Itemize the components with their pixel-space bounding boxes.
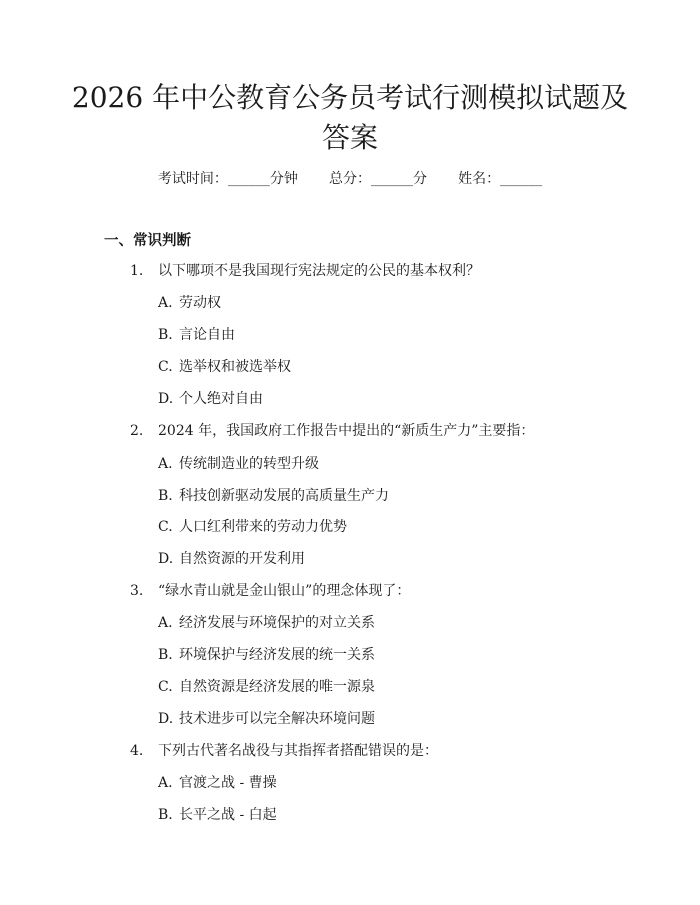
question-1 — [130, 260, 480, 280]
question-text: 2024 年，我国政府工作报告中提出的“新质生产力”主要指： — [158, 423, 535, 439]
option-text: 个人绝对自由 — [179, 391, 263, 407]
option-2c — [158, 516, 347, 536]
option-letter: A. — [158, 456, 173, 472]
option-text: 劳动权 — [179, 295, 221, 311]
total-score-field: 总分：______分 — [329, 171, 427, 187]
option-letter: A. — [158, 615, 173, 631]
option-letter: D. — [158, 551, 174, 567]
option-text: 官渡之战 - 曹操 — [179, 775, 277, 791]
option-4b — [158, 804, 277, 824]
option-1a — [158, 292, 221, 312]
question-text: “绿水青山就是金山银山”的理念体现了： — [158, 583, 411, 599]
exam-time-field: 考试时间：______分钟 — [157, 171, 298, 187]
option-text: 人口红利带来的劳动力优势 — [179, 519, 347, 535]
option-2d — [158, 548, 305, 568]
option-letter: B. — [158, 647, 173, 663]
question-number: 2. — [130, 423, 144, 439]
option-3c — [158, 676, 375, 696]
option-text: 选举权和被选举权 — [179, 359, 291, 375]
option-text: 自然资源是经济发展的唯一源泉 — [179, 679, 375, 695]
question-text: 以下哪项不是我国现行宪法规定的公民的基本权利？ — [158, 263, 480, 279]
option-text: 技术进步可以完全解决环境问题 — [179, 711, 375, 727]
option-text: 科技创新驱动发展的高质量生产力 — [179, 488, 389, 504]
option-text: 自然资源的开发利用 — [179, 551, 305, 567]
option-letter: C. — [158, 359, 173, 375]
option-2b — [158, 485, 389, 505]
option-1d — [158, 388, 263, 408]
name-field: 姓名：______ — [458, 171, 543, 187]
option-letter: A. — [158, 295, 173, 311]
option-1c — [158, 356, 291, 376]
option-letter: D. — [158, 711, 174, 727]
question-number: 4. — [130, 743, 144, 759]
question-text: 下列古代著名战役与其指挥者搭配错误的是： — [158, 743, 438, 759]
option-letter: B. — [158, 807, 173, 823]
option-text: 经济发展与环境保护的对立关系 — [179, 615, 375, 631]
question-4 — [130, 740, 438, 760]
option-letter: B. — [158, 488, 173, 504]
option-letter: A. — [158, 775, 173, 791]
option-text: 传统制造业的转型升级 — [179, 456, 319, 472]
document-title: 2026 年中公教育公务员考试行测模拟试题及答案 — [71, 81, 629, 154]
option-text: 环境保护与经济发展的统一关系 — [179, 647, 375, 663]
option-3a — [158, 612, 375, 632]
section-heading: 一、常识判断 — [104, 232, 191, 249]
option-letter: B. — [158, 327, 173, 343]
option-2a — [158, 453, 319, 473]
option-1b — [158, 324, 235, 344]
option-letter: C. — [158, 519, 173, 535]
option-text: 言论自由 — [179, 327, 235, 343]
option-3d — [158, 708, 375, 728]
question-3 — [130, 580, 410, 600]
option-text: 长平之战 - 白起 — [179, 807, 277, 823]
question-number: 1. — [130, 263, 144, 279]
option-letter: D. — [158, 391, 174, 407]
option-letter: C. — [158, 679, 173, 695]
option-4a — [158, 772, 277, 792]
question-2 — [130, 420, 534, 440]
question-number: 3. — [130, 583, 144, 599]
option-3b — [158, 644, 375, 664]
